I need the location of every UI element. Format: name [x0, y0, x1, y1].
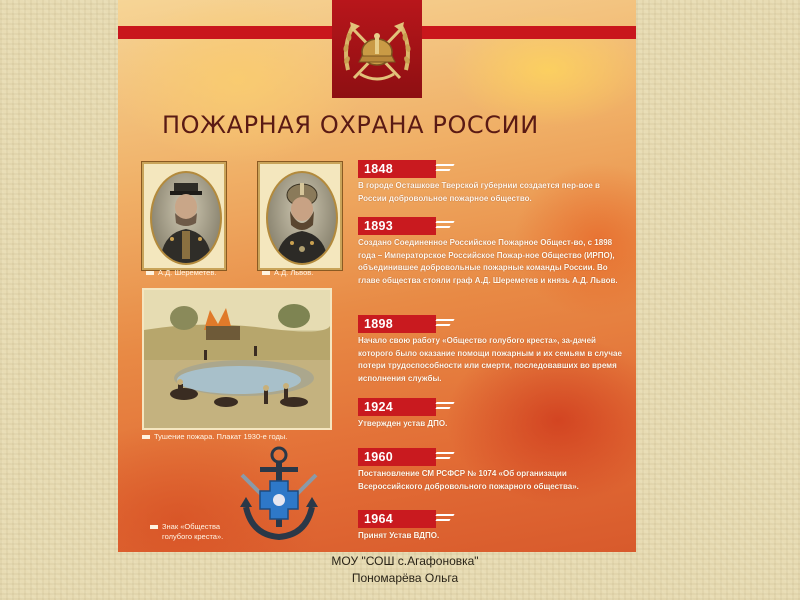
- firefighting-painting-image: [144, 290, 330, 428]
- footer-author: Пономарёва Ольга: [351, 571, 459, 585]
- year-tag-1898: 1898: [358, 315, 452, 333]
- portrait-sheremetev: [142, 162, 226, 270]
- blue-cross-badge: [232, 445, 326, 545]
- blue-cross-anchor-badge-icon: [232, 445, 326, 545]
- event-text-1960: Постановление СМ РСФСР № 1074 «Об организации Всероссийского добровольного пожарного общества».: [358, 469, 579, 491]
- portrait-caption-lvov: А.Д. Львов.: [262, 268, 313, 277]
- portrait-sheremetev-image: [152, 173, 220, 263]
- event-text-1848: В городе Осташкове Тверской губернии создается пер-вое в России добровольное пожарное общество.: [358, 181, 600, 203]
- poster-title: ПОЖАРНАЯ ОХРАНА РОССИИ: [162, 111, 539, 139]
- footer-school: МОУ "СОШ с.Агафоновка": [331, 554, 479, 568]
- poster: [118, 0, 636, 552]
- portrait-lvov-image: [268, 173, 336, 263]
- year-tag-1893: 1893: [358, 217, 452, 235]
- fire-helmet-emblem-icon: [332, 0, 422, 98]
- event-text-1898: Начало свою работу «Общество голубого креста», за-дачей которого было оказание помощи пожарным и их семьям в случае потери трудоспособности или смерти, последовавших во время исполнения службы.: [358, 336, 622, 383]
- badge-caption: Знак «Общества голубого креста».: [150, 522, 223, 542]
- painting-caption: Тушение пожара. Плакат 1930-е годы.: [142, 432, 287, 441]
- year-tag-1848: 1848: [358, 160, 452, 178]
- emblem-plate: [332, 0, 422, 98]
- year-tag-1964: 1964: [358, 510, 452, 528]
- year-tag-1924: 1924: [358, 398, 452, 416]
- year-tag-1960: 1960: [358, 448, 452, 466]
- footer-credit: [300, 553, 510, 587]
- portrait-caption-sheremetev: А.Д. Шереметев.: [146, 268, 216, 277]
- portrait-lvov: [258, 162, 342, 270]
- event-text-1893: Создано Соединенное Российское Пожарное Общест-во, с 1898 года – Императорское Российское Пожар-ное Общество (ИРПО), объединившее добровольные пожарные команды России. Во главе общества стояли граф А.Д. Шереметев и князь А.Д. Львов.: [358, 238, 618, 285]
- event-text-1924: Утвержден устав ДПО.: [358, 419, 448, 428]
- event-text-1964: Принят Устав ВДПО.: [358, 531, 440, 540]
- firefighting-painting: [142, 288, 332, 430]
